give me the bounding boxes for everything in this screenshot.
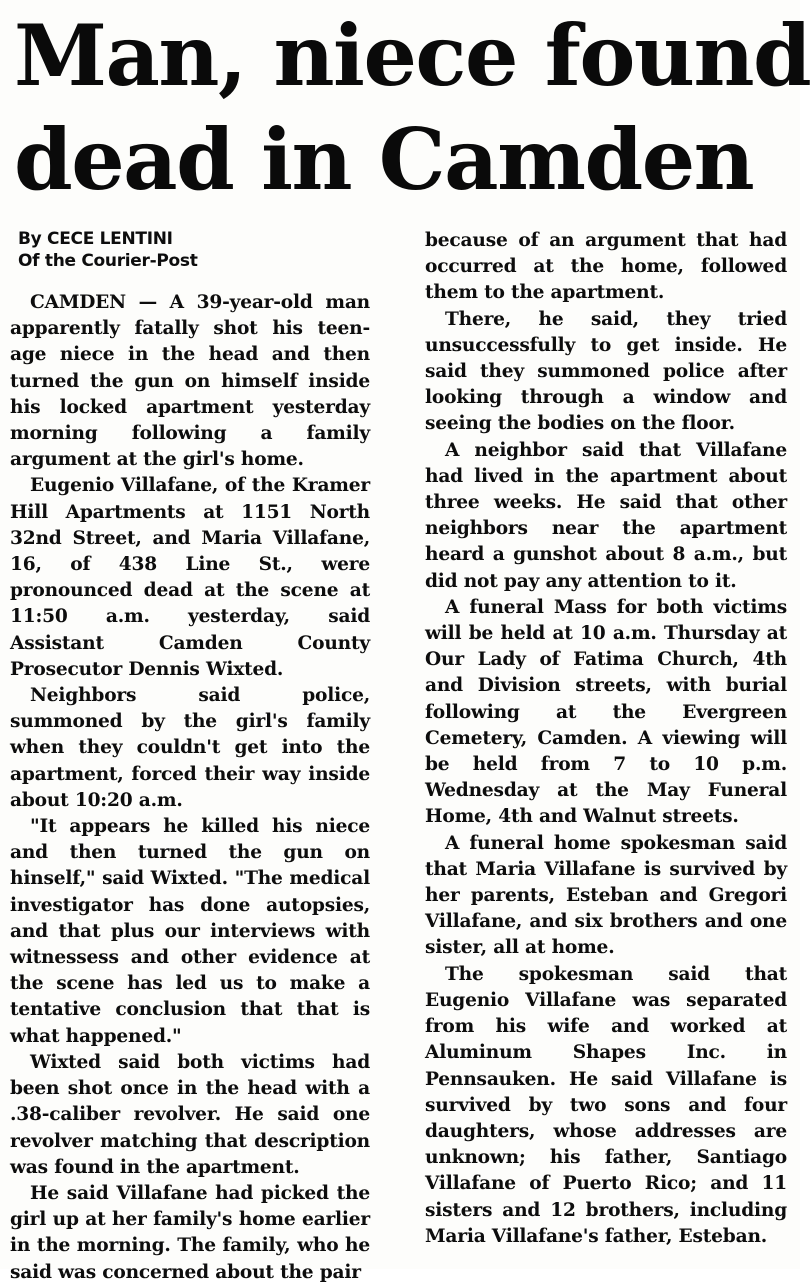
paragraph: There, he said, they tried unsuccessfully to get inside. He said they summoned police after looking through a window and seeing the bodies on the floor.: [425, 308, 787, 435]
headline-line-2: dead in Camden: [14, 110, 754, 209]
paragraph-quote: "It appears he killed his niece and then turned the gun on hinself," said Wixted. "The medical investigator has done autopsies, and that plus our interviews with witnessess and other evidence at the scene has led us to make a tentative conclusion that that is what happened.": [10, 816, 370, 1047]
paragraph: A funeral home spokesman said that Maria Villafane is survived by her parents, Esteban and Gregori Villafane, and six brothers and one sister, all at home.: [425, 832, 787, 959]
headline-line-1: Man, niece found: [14, 6, 810, 105]
paragraph: The spokesman said that Eugenio Villafane was separated from his wife and worked at Aluminum Shapes Inc. in Pennsauken. He said Villafane is survived by two sons and four daughters, whose addresses are unknown; his father, Santiago Villafane of Puerto Rico; and 11 sisters and 12 brothers, including Maria Villafane's father, Esteban.: [425, 963, 787, 1247]
paragraph-continuation: because of an argument that had occurred at the home, followed them to the apartment.: [425, 230, 787, 304]
paragraph: Neighbors said police, summoned by the girl's family when they couldn't get into the apartment, forced their way inside about 10:20 a.m.: [10, 685, 370, 811]
paragraph: A neighbor said that Villafane had lived in the apartment about three weeks. He said that other neighbors near the apartment heard a gunshot about 8 a.m., but did not pay any attention to it.: [425, 439, 787, 592]
paragraph: Eugenio Villafane, of the Kramer Hill Apartments at 1151 North 32nd Street, and Maria Villafane, 16, of 438 Line St., were pronounced dead at the scene at 11:50 a.m. yesterday, said Assistant Camden County Prosecutor Dennis Wixted.: [10, 475, 370, 680]
article-column-right: [425, 228, 787, 1250]
headline: [14, 4, 810, 212]
paragraph: A funeral Mass for both victims will be held at 10 a.m. Thursday at Our Lady of Fatima Church, 4th and Division streets, with burial following at the Evergreen Cemetery, Camden. A viewing will be held from 7 to 10 p.m. Wednesday at the May Funeral Home, 4th and Walnut streets.: [425, 596, 787, 828]
byline-affiliation: Of the Courier-Post: [18, 251, 198, 271]
paragraph: He said Villafane had picked the girl up at her family's home earlier in the morning. The family, who he said was concerned about the pair: [10, 1182, 370, 1283]
paragraph-lede: CAMDEN — A 39-year-old man apparently fatally shot his teen-age niece in the head and then turned the gun on himself inside his locked apartment yesterday morning following a family argument at the girl's home.: [10, 292, 370, 471]
byline: [18, 228, 370, 272]
byline-author: By CECE LENTINI: [18, 229, 173, 249]
article-column-left: [10, 228, 370, 1286]
paragraph: Wixted said both victims had been shot once in the head with a .38-caliber revolver. He said one revolver matching that description was found in the apartment.: [10, 1051, 370, 1178]
